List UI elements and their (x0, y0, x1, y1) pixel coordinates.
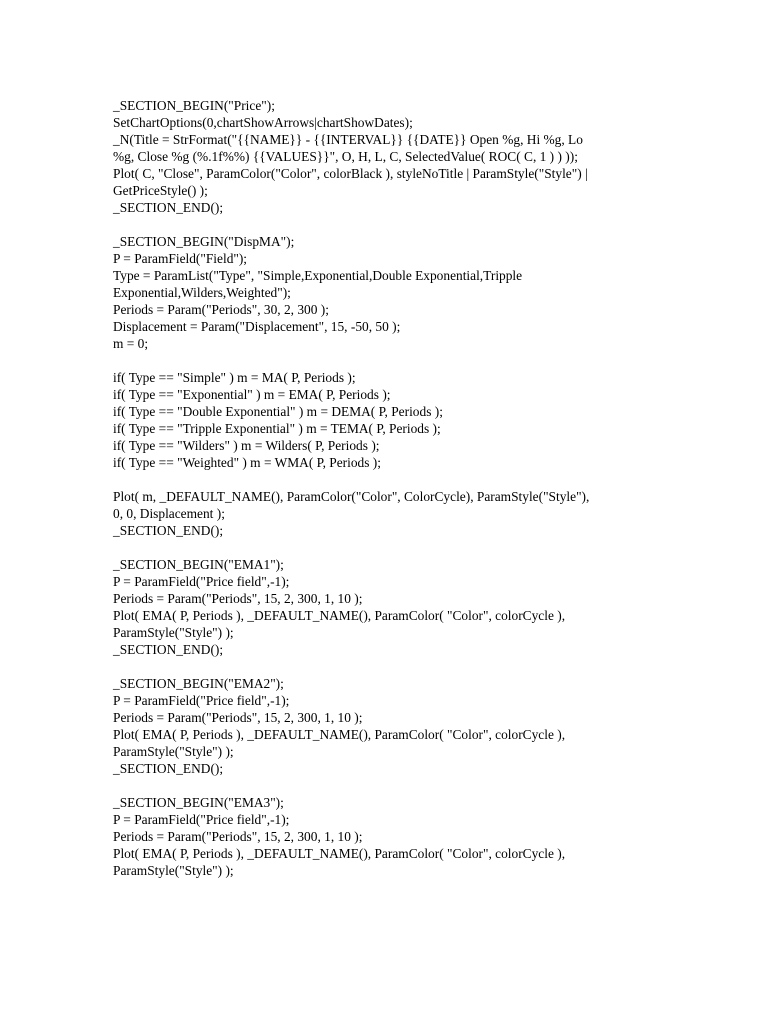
code-line: _SECTION_END(); (113, 761, 224, 776)
code-line: ParamStyle("Style") ); (113, 744, 234, 759)
section-dispma-conditions (113, 369, 658, 471)
code-line: P = ParamField("Field"); (113, 251, 248, 266)
code-line: _SECTION_BEGIN("DispMA"); (113, 234, 295, 249)
code-line: _SECTION_BEGIN("EMA1"); (113, 557, 284, 572)
code-line: Type = ParamList("Type", "Simple,Exponential,Double Exponential,Tripple (113, 268, 523, 283)
section-ema1 (113, 556, 658, 658)
code-line: ParamStyle("Style") ); (113, 625, 234, 640)
code-line: GetPriceStyle() ); (113, 183, 208, 198)
code-line: Periods = Param("Periods", 15, 2, 300, 1, 10 ); (113, 710, 363, 725)
code-line: 0, 0, Displacement ); (113, 506, 225, 521)
code-line: ParamStyle("Style") ); (113, 863, 234, 878)
section-dispma-plot (113, 488, 658, 539)
code-line: _SECTION_BEGIN("EMA3"); (113, 795, 284, 810)
document-page (113, 97, 658, 879)
code-line: P = ParamField("Price field",-1); (113, 574, 290, 589)
code-line: if( Type == "Wilders" ) m = Wilders( P, Periods ); (113, 438, 380, 453)
code-line: if( Type == "Exponential" ) m = EMA( P, Periods ); (113, 387, 391, 402)
code-line: m = 0; (113, 336, 149, 351)
code-line: Plot( m, _DEFAULT_NAME(), ParamColor("Color", ColorCycle), ParamStyle("Style"), (113, 489, 590, 504)
code-line: Plot( EMA( P, Periods ), _DEFAULT_NAME(), ParamColor( "Color", colorCycle ), (113, 608, 566, 623)
code-line: Displacement = Param("Displacement", 15, -50, 50 ); (113, 319, 401, 334)
code-line: Periods = Param("Periods", 15, 2, 300, 1, 10 ); (113, 829, 363, 844)
code-line: Plot( EMA( P, Periods ), _DEFAULT_NAME(), ParamColor( "Color", colorCycle ), (113, 727, 566, 742)
code-line: _N(Title = StrFormat("{{NAME}} - {{INTERVAL}} {{DATE}} Open %g, Hi %g, Lo (113, 132, 583, 147)
code-line: P = ParamField("Price field",-1); (113, 812, 290, 827)
code-line: Plot( EMA( P, Periods ), _DEFAULT_NAME(), ParamColor( "Color", colorCycle ), (113, 846, 566, 861)
code-line: P = ParamField("Price field",-1); (113, 693, 290, 708)
code-line: if( Type == "Double Exponential" ) m = DEMA( P, Periods ); (113, 404, 443, 419)
code-line: _SECTION_END(); (113, 642, 224, 657)
code-line: _SECTION_BEGIN("EMA2"); (113, 676, 284, 691)
code-line: SetChartOptions(0,chartShowArrows|chartShowDates); (113, 115, 413, 130)
section-dispma-params (113, 233, 658, 352)
code-line: if( Type == "Weighted" ) m = WMA( P, Periods ); (113, 455, 381, 470)
section-ema2 (113, 675, 658, 777)
code-line: _SECTION_END(); (113, 200, 224, 215)
code-line: _SECTION_BEGIN("Price"); (113, 98, 275, 113)
section-price (113, 97, 658, 216)
section-ema3 (113, 794, 658, 879)
code-line: Periods = Param("Periods", 15, 2, 300, 1, 10 ); (113, 591, 363, 606)
code-line: %g, Close %g (%.1f%%) {{VALUES}}", O, H, L, C, SelectedValue( ROC( C, 1 ) ) )); (113, 149, 578, 164)
code-line: if( Type == "Tripple Exponential" ) m = TEMA( P, Periods ); (113, 421, 441, 436)
code-line: _SECTION_END(); (113, 523, 224, 538)
code-line: Periods = Param("Periods", 30, 2, 300 ); (113, 302, 329, 317)
code-line: if( Type == "Simple" ) m = MA( P, Periods ); (113, 370, 356, 385)
code-line: Plot( C, "Close", ParamColor("Color", colorBlack ), styleNoTitle | ParamStyle("Style") | (113, 166, 588, 181)
code-line: Exponential,Wilders,Weighted"); (113, 285, 291, 300)
